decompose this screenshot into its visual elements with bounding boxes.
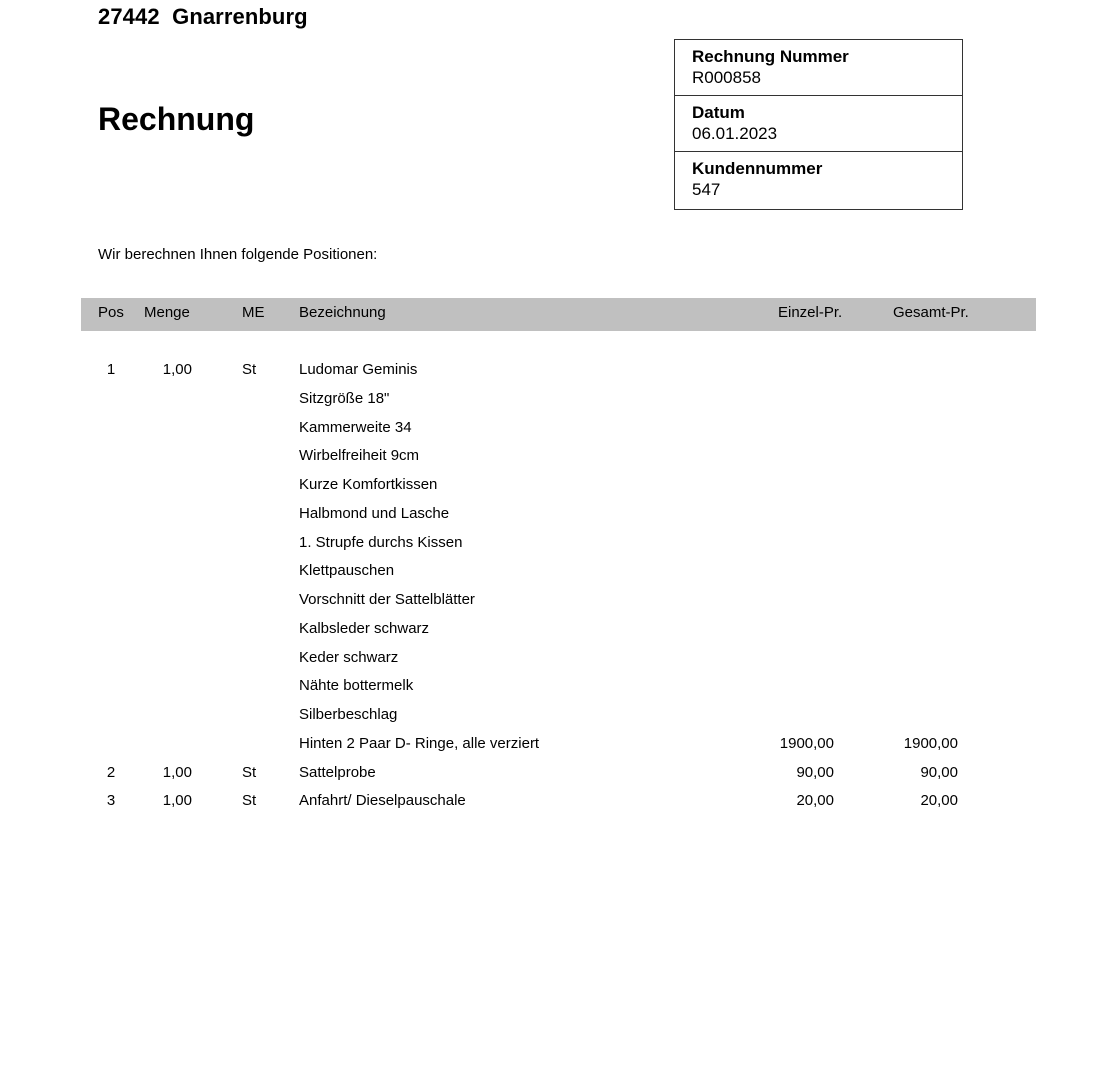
address-line: 27442 Gnarrenburg [98,4,308,29]
invoice-number-label: Rechnung Nummer [692,47,849,66]
table-row [0,763,1099,792]
table-row [0,648,1099,677]
cell-bezeichnung: Anfahrt/ Dieselpauschale [299,792,466,810]
cell-bezeichnung: Hinten 2 Paar D- Ringe, alle verziert [299,734,540,752]
table-row [0,791,1099,820]
table-row [0,734,1099,763]
intro-text: Wir berechnen Ihnen folgende Positionen: [98,246,378,263]
header-gesamt-preis: Gesamt-Pr. [893,304,969,321]
line-items [0,360,1099,820]
cell-bezeichnung: Nähte bottermelk [299,677,414,695]
cell-bezeichnung: Kalbsleder schwarz [299,619,430,637]
table-row [0,619,1099,648]
cell-me: St [242,361,257,378]
cell-pos: 1 [106,361,116,378]
header-menge: Menge [144,304,190,321]
table-row [0,475,1099,504]
customer-number-cell [675,152,962,209]
customer-number-value: 547 [692,180,721,199]
table-row [0,533,1099,562]
table-row [0,389,1099,418]
date-value: 06.01.2023 [692,124,778,143]
header-pos: Pos [98,304,124,321]
cell-bezeichnung: Vorschnitt der Sattelblätter [299,591,475,608]
cell-me: St [242,792,257,810]
date-label: Datum [692,103,745,122]
table-row [0,360,1099,389]
cell-einzel-preis: 20,00 [796,792,834,810]
header-bezeichnung: Bezeichnung [299,304,386,321]
date-cell [675,96,962,152]
cell-gesamt-preis: 20,00 [920,792,958,810]
table-row [0,504,1099,533]
header-me: ME [242,304,265,321]
invoice-number-cell [675,40,962,96]
cell-me: St [242,763,257,781]
cell-bezeichnung: Kammerweite 34 [299,418,412,436]
cell-bezeichnung: Kurze Komfortkissen [299,476,438,493]
cell-bezeichnung: Halbmond und Lasche [299,504,450,522]
header-einzel-preis: Einzel-Pr. [778,304,843,321]
cell-menge: 1,00 [162,792,192,810]
table-row [0,418,1099,447]
table-row [0,676,1099,705]
table-row [0,446,1099,475]
cell-menge: 1,00 [162,763,192,781]
cell-bezeichnung: Sattelprobe [299,763,376,781]
cell-einzel-preis: 1900,00 [779,734,834,752]
cell-bezeichnung: 1. Strupfe durchs Kissen [299,533,463,551]
invoice-info-box [674,39,963,210]
cell-einzel-preis: 90,00 [796,763,834,781]
cell-bezeichnung: Wirbelfreiheit 9cm [299,447,420,465]
cell-bezeichnung: Klettpauschen [299,562,395,580]
table-row [0,561,1099,590]
cell-bezeichnung: Silberbeschlag [299,706,398,723]
cell-menge: 1,00 [162,361,192,378]
customer-number-label: Kundennummer [692,159,823,178]
table-header [81,298,1036,331]
cell-gesamt-preis: 1900,00 [903,734,958,752]
document-title: Rechnung [98,101,255,137]
cell-bezeichnung: Keder schwarz [299,648,399,666]
table-row [0,705,1099,734]
cell-pos: 3 [106,792,116,810]
cell-bezeichnung: Sitzgröße 18" [299,389,390,407]
invoice-number-value: R000858 [692,68,762,87]
cell-bezeichnung: Ludomar Geminis [299,361,418,378]
table-row [0,590,1099,619]
cell-gesamt-preis: 90,00 [920,763,958,781]
cell-pos: 2 [106,763,116,781]
